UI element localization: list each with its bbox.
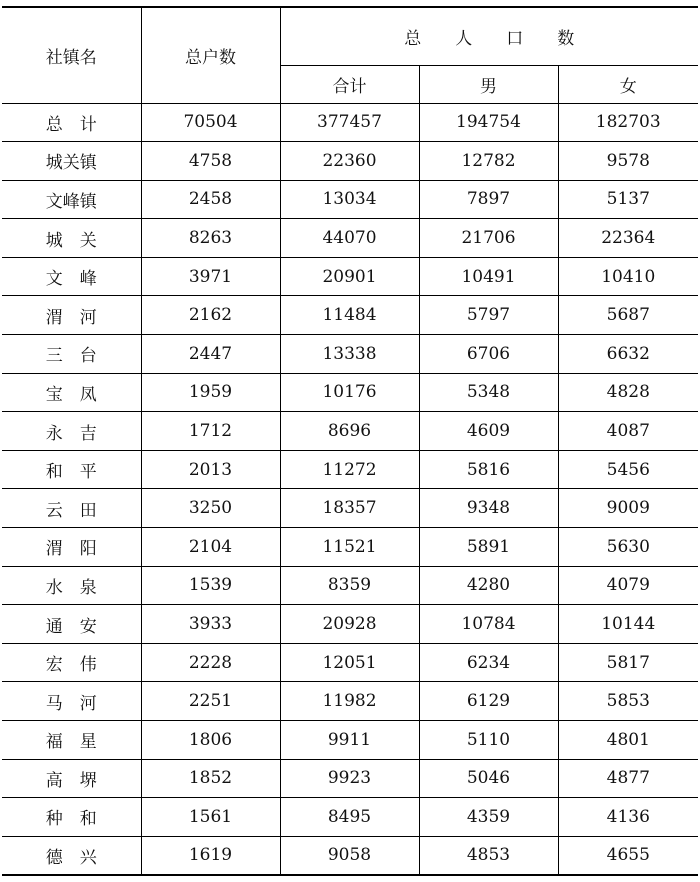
table-row bbox=[2, 721, 698, 760]
cell-population-total: 8696 bbox=[280, 412, 419, 451]
cell-town-name: 云 田 bbox=[2, 489, 141, 528]
cell-population-female: 4655 bbox=[558, 836, 698, 875]
table-row bbox=[2, 605, 698, 644]
cell-population-total: 13338 bbox=[280, 335, 419, 374]
cell-households: 3971 bbox=[141, 257, 280, 296]
cell-households: 1852 bbox=[141, 759, 280, 798]
cell-population-female: 4801 bbox=[558, 721, 698, 760]
cell-households: 8263 bbox=[141, 219, 280, 258]
cell-population-total: 377457 bbox=[280, 103, 419, 142]
cell-population-female: 4877 bbox=[558, 759, 698, 798]
cell-population-male: 194754 bbox=[419, 103, 558, 142]
cell-population-male: 10491 bbox=[419, 257, 558, 296]
cell-households: 1619 bbox=[141, 836, 280, 875]
cell-households: 2104 bbox=[141, 528, 280, 567]
table-row bbox=[2, 412, 698, 451]
cell-households: 2013 bbox=[141, 450, 280, 489]
cell-population-female: 5630 bbox=[558, 528, 698, 567]
table-row bbox=[2, 142, 698, 181]
cell-population-total: 11484 bbox=[280, 296, 419, 335]
header-row-top bbox=[2, 7, 698, 65]
cell-population-female: 4079 bbox=[558, 566, 698, 605]
cell-town-name: 渭 河 bbox=[2, 296, 141, 335]
cell-town-name: 渭 阳 bbox=[2, 528, 141, 567]
table-row bbox=[2, 335, 698, 374]
cell-population-total: 20928 bbox=[280, 605, 419, 644]
cell-town-name: 永 吉 bbox=[2, 412, 141, 451]
cell-population-female: 6632 bbox=[558, 335, 698, 374]
table-row bbox=[2, 798, 698, 837]
cell-population-male: 4853 bbox=[419, 836, 558, 875]
cell-population-male: 5348 bbox=[419, 373, 558, 412]
table-body bbox=[2, 103, 698, 875]
cell-population-total: 9923 bbox=[280, 759, 419, 798]
table-row bbox=[2, 566, 698, 605]
cell-town-name: 德 兴 bbox=[2, 836, 141, 875]
table-row bbox=[2, 643, 698, 682]
cell-households: 2162 bbox=[141, 296, 280, 335]
cell-population-female: 9578 bbox=[558, 142, 698, 181]
cell-households: 2228 bbox=[141, 643, 280, 682]
cell-households: 1561 bbox=[141, 798, 280, 837]
table-row bbox=[2, 759, 698, 798]
table-row bbox=[2, 450, 698, 489]
cell-households: 2458 bbox=[141, 180, 280, 219]
cell-town-name: 福 星 bbox=[2, 721, 141, 760]
table-row-total bbox=[2, 103, 698, 142]
cell-population-male: 7897 bbox=[419, 180, 558, 219]
cell-households: 1539 bbox=[141, 566, 280, 605]
cell-population-male: 5891 bbox=[419, 528, 558, 567]
cell-population-female: 10144 bbox=[558, 605, 698, 644]
cell-households: 2251 bbox=[141, 682, 280, 721]
cell-population-total: 10176 bbox=[280, 373, 419, 412]
table-header bbox=[2, 7, 698, 103]
header-households: 总户数 bbox=[141, 7, 280, 103]
table-row bbox=[2, 682, 698, 721]
population-table bbox=[2, 6, 698, 876]
cell-population-male: 21706 bbox=[419, 219, 558, 258]
cell-town-name: 三 台 bbox=[2, 335, 141, 374]
cell-town-name: 总 计 bbox=[2, 103, 141, 142]
cell-town-name: 水 泉 bbox=[2, 566, 141, 605]
header-total: 合计 bbox=[280, 65, 419, 103]
cell-town-name: 种 和 bbox=[2, 798, 141, 837]
cell-town-name: 城 关 bbox=[2, 219, 141, 258]
table-row bbox=[2, 219, 698, 258]
cell-town-name: 文 峰 bbox=[2, 257, 141, 296]
cell-population-total: 12051 bbox=[280, 643, 419, 682]
cell-population-female: 5687 bbox=[558, 296, 698, 335]
cell-population-male: 9348 bbox=[419, 489, 558, 528]
cell-population-total: 9911 bbox=[280, 721, 419, 760]
cell-population-total: 20901 bbox=[280, 257, 419, 296]
cell-population-total: 22360 bbox=[280, 142, 419, 181]
cell-households: 1959 bbox=[141, 373, 280, 412]
header-female: 女 bbox=[558, 65, 698, 103]
cell-town-name: 宏 伟 bbox=[2, 643, 141, 682]
cell-population-total: 11521 bbox=[280, 528, 419, 567]
header-population: 总 人 口 数 bbox=[280, 7, 698, 65]
cell-households: 1806 bbox=[141, 721, 280, 760]
cell-town-name: 宝 凤 bbox=[2, 373, 141, 412]
cell-population-male: 4359 bbox=[419, 798, 558, 837]
cell-population-female: 5137 bbox=[558, 180, 698, 219]
header-male: 男 bbox=[419, 65, 558, 103]
cell-population-male: 5046 bbox=[419, 759, 558, 798]
cell-town-name: 城关镇 bbox=[2, 142, 141, 181]
cell-population-female: 182703 bbox=[558, 103, 698, 142]
table-row bbox=[2, 257, 698, 296]
cell-population-total: 18357 bbox=[280, 489, 419, 528]
cell-population-male: 6129 bbox=[419, 682, 558, 721]
cell-population-male: 10784 bbox=[419, 605, 558, 644]
cell-population-female: 5817 bbox=[558, 643, 698, 682]
cell-population-female: 5456 bbox=[558, 450, 698, 489]
cell-population-male: 5816 bbox=[419, 450, 558, 489]
cell-population-total: 44070 bbox=[280, 219, 419, 258]
cell-households: 3933 bbox=[141, 605, 280, 644]
cell-population-male: 5797 bbox=[419, 296, 558, 335]
cell-population-male: 12782 bbox=[419, 142, 558, 181]
cell-population-male: 5110 bbox=[419, 721, 558, 760]
table-row bbox=[2, 489, 698, 528]
cell-population-female: 4136 bbox=[558, 798, 698, 837]
cell-town-name: 文峰镇 bbox=[2, 180, 141, 219]
cell-households: 1712 bbox=[141, 412, 280, 451]
cell-households: 2447 bbox=[141, 335, 280, 374]
cell-population-female: 4087 bbox=[558, 412, 698, 451]
cell-households: 4758 bbox=[141, 142, 280, 181]
table-row bbox=[2, 373, 698, 412]
cell-town-name: 马 河 bbox=[2, 682, 141, 721]
table-row bbox=[2, 528, 698, 567]
cell-households: 70504 bbox=[141, 103, 280, 142]
cell-population-male: 6234 bbox=[419, 643, 558, 682]
cell-population-male: 6706 bbox=[419, 335, 558, 374]
cell-town-name: 通 安 bbox=[2, 605, 141, 644]
cell-population-female: 5853 bbox=[558, 682, 698, 721]
table-row bbox=[2, 296, 698, 335]
cell-population-male: 4609 bbox=[419, 412, 558, 451]
cell-households: 3250 bbox=[141, 489, 280, 528]
cell-population-total: 8359 bbox=[280, 566, 419, 605]
cell-population-total: 11982 bbox=[280, 682, 419, 721]
cell-population-total: 8495 bbox=[280, 798, 419, 837]
cell-population-total: 11272 bbox=[280, 450, 419, 489]
cell-town-name: 和 平 bbox=[2, 450, 141, 489]
table-row bbox=[2, 180, 698, 219]
cell-population-female: 22364 bbox=[558, 219, 698, 258]
cell-population-male: 4280 bbox=[419, 566, 558, 605]
cell-population-total: 9058 bbox=[280, 836, 419, 875]
cell-population-total: 13034 bbox=[280, 180, 419, 219]
table-row bbox=[2, 836, 698, 875]
cell-population-female: 10410 bbox=[558, 257, 698, 296]
cell-town-name: 高 堺 bbox=[2, 759, 141, 798]
cell-population-female: 4828 bbox=[558, 373, 698, 412]
cell-population-female: 9009 bbox=[558, 489, 698, 528]
header-town: 社镇名 bbox=[2, 7, 141, 103]
